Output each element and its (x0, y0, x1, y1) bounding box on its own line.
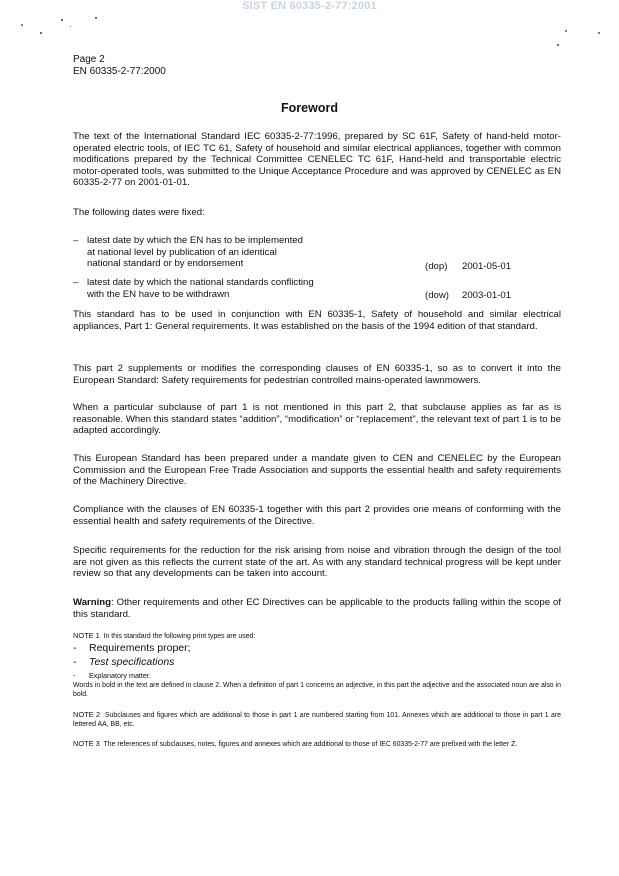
watermark: SIST EN 60335-2-77:2001 (242, 0, 377, 12)
scan-speck (61, 19, 63, 21)
conjunction-paragraph: This standard has to be used in conjunction with EN 60335-1, Safety of household and similar electrical appliances, Part 1: General requirements. It was established on the basis of the 1994 edition of that standard. (73, 309, 561, 332)
part2-paragraph: This part 2 supplements or modifies the corresponding clauses of EN 60335-1, so as to convert it into the European Standard: Safety requirements for pedestrian controlled mains-operated lawnmowers. (73, 363, 561, 386)
note-text: Subclauses and figures which are additional to those in part 1 are numbered starting from 101. Annexes which are additional to those in part 1 are lettered AA, BB, etc. (73, 712, 561, 728)
scan-speck (21, 24, 23, 26)
page-number: Page 2 (73, 54, 105, 65)
scan-speck (565, 30, 567, 32)
list-item-text: Explanatory matter. (89, 671, 151, 680)
date-item-line: latest date by which the EN has to be implemented (87, 235, 303, 246)
mandate-paragraph: This European Standard has been prepared under a mandate given to CEN and CENELEC by the European Commission and the European Free Trade Association and supports the essential health and safety requirements of the Machinery Directive. (73, 453, 561, 488)
list-marker: - (73, 642, 77, 654)
note-1 (73, 631, 561, 641)
date-item-line: latest date by which the national standards conflicting (87, 277, 314, 288)
noise-paragraph: Specific requirements for the reduction for the risk arising from noise and vibration through the design of the tool are not given as this reflects the current state of the art. As with any standard technical progress will be kept under review so that any developments can be taken into account. (73, 545, 561, 580)
page-title: Foreword (281, 101, 338, 115)
note-text: The references of subclauses, notes, figures and annexes which are additional to those of IEC 60335-2-77 are prefixed with the letter Z. (103, 741, 518, 748)
dates-intro: The following dates were fixed: (73, 207, 205, 218)
scan-speck (40, 32, 42, 34)
note-label: NOTE 3 (73, 739, 100, 748)
date-code: (dow) (425, 290, 449, 301)
date-item-line: at national level by publication of an identical (87, 246, 277, 258)
list-marker: - (73, 671, 76, 680)
note-label: NOTE 1 (73, 631, 100, 640)
date-item-dop (73, 235, 523, 271)
date-item-line: with the EN have to be withdrawn (87, 288, 230, 300)
bold-words-note: Words in bold in the text are defined in clause 2. When a definition of part 1 concerns an adjective, in this part the adjective and the associated noun are also in bold. (73, 682, 561, 698)
date-value: 2003-01-01 (462, 290, 512, 301)
intro-paragraph: The text of the International Standard IEC 60335-2-77:1996, prepared by SC 61F, Safety of hand-held motor-operated electric tools, of IEC TC 61, Safety of household and similar electrical appliances, together with common modifications prepared by the Technical Committee CENELEC TC 61F, Hand-held and transportable electric motor-operated tools, was submitted to the Unique Acceptance Procedure and was approved by CENELEC as EN 60335-2-77 on 2001-01-01. (73, 131, 561, 189)
print-types-list (73, 642, 373, 682)
note-text: In this standard the following print types are used: (103, 633, 256, 640)
subclause-paragraph: When a particular subclause of part 1 is not mentioned in this part 2, that subclause applies as far as is reasonable. When this standard states “addition”, “modification” or “replacement”, the relevant text of part 1 is to be adapted accordingly. (73, 402, 561, 437)
warning-label: Warning (73, 597, 112, 608)
note-3 (73, 739, 561, 749)
scan-speck (598, 32, 600, 34)
dash-marker: – (73, 235, 79, 246)
list-marker: - (73, 656, 77, 668)
warning-paragraph (73, 597, 561, 620)
dash-marker: – (73, 277, 79, 288)
scan-speck (557, 44, 559, 46)
date-code: (dop) (425, 261, 448, 272)
date-item-line: national standard or by endorsement (87, 258, 244, 270)
list-item-text: Test specifications (89, 656, 175, 668)
scan-speck (70, 26, 71, 27)
note-label: NOTE 2 (73, 710, 101, 719)
note-2 (73, 710, 561, 729)
date-value: 2001-05-01 (462, 261, 512, 272)
document-id: EN 60335-2-77:2000 (73, 66, 166, 77)
scan-speck (95, 17, 97, 19)
warning-text: : Other requirements and other EC Directives can be applicable to the products falling within the scope of this standard. (73, 597, 561, 620)
page-header (73, 54, 166, 78)
date-item-dow (73, 277, 523, 301)
compliance-paragraph: Compliance with the clauses of EN 60335-1 together with this part 2 provides one means of conforming with the essential health and safety requirements of the Directive. (73, 504, 561, 527)
list-item-text: Requirements proper; (89, 642, 191, 654)
